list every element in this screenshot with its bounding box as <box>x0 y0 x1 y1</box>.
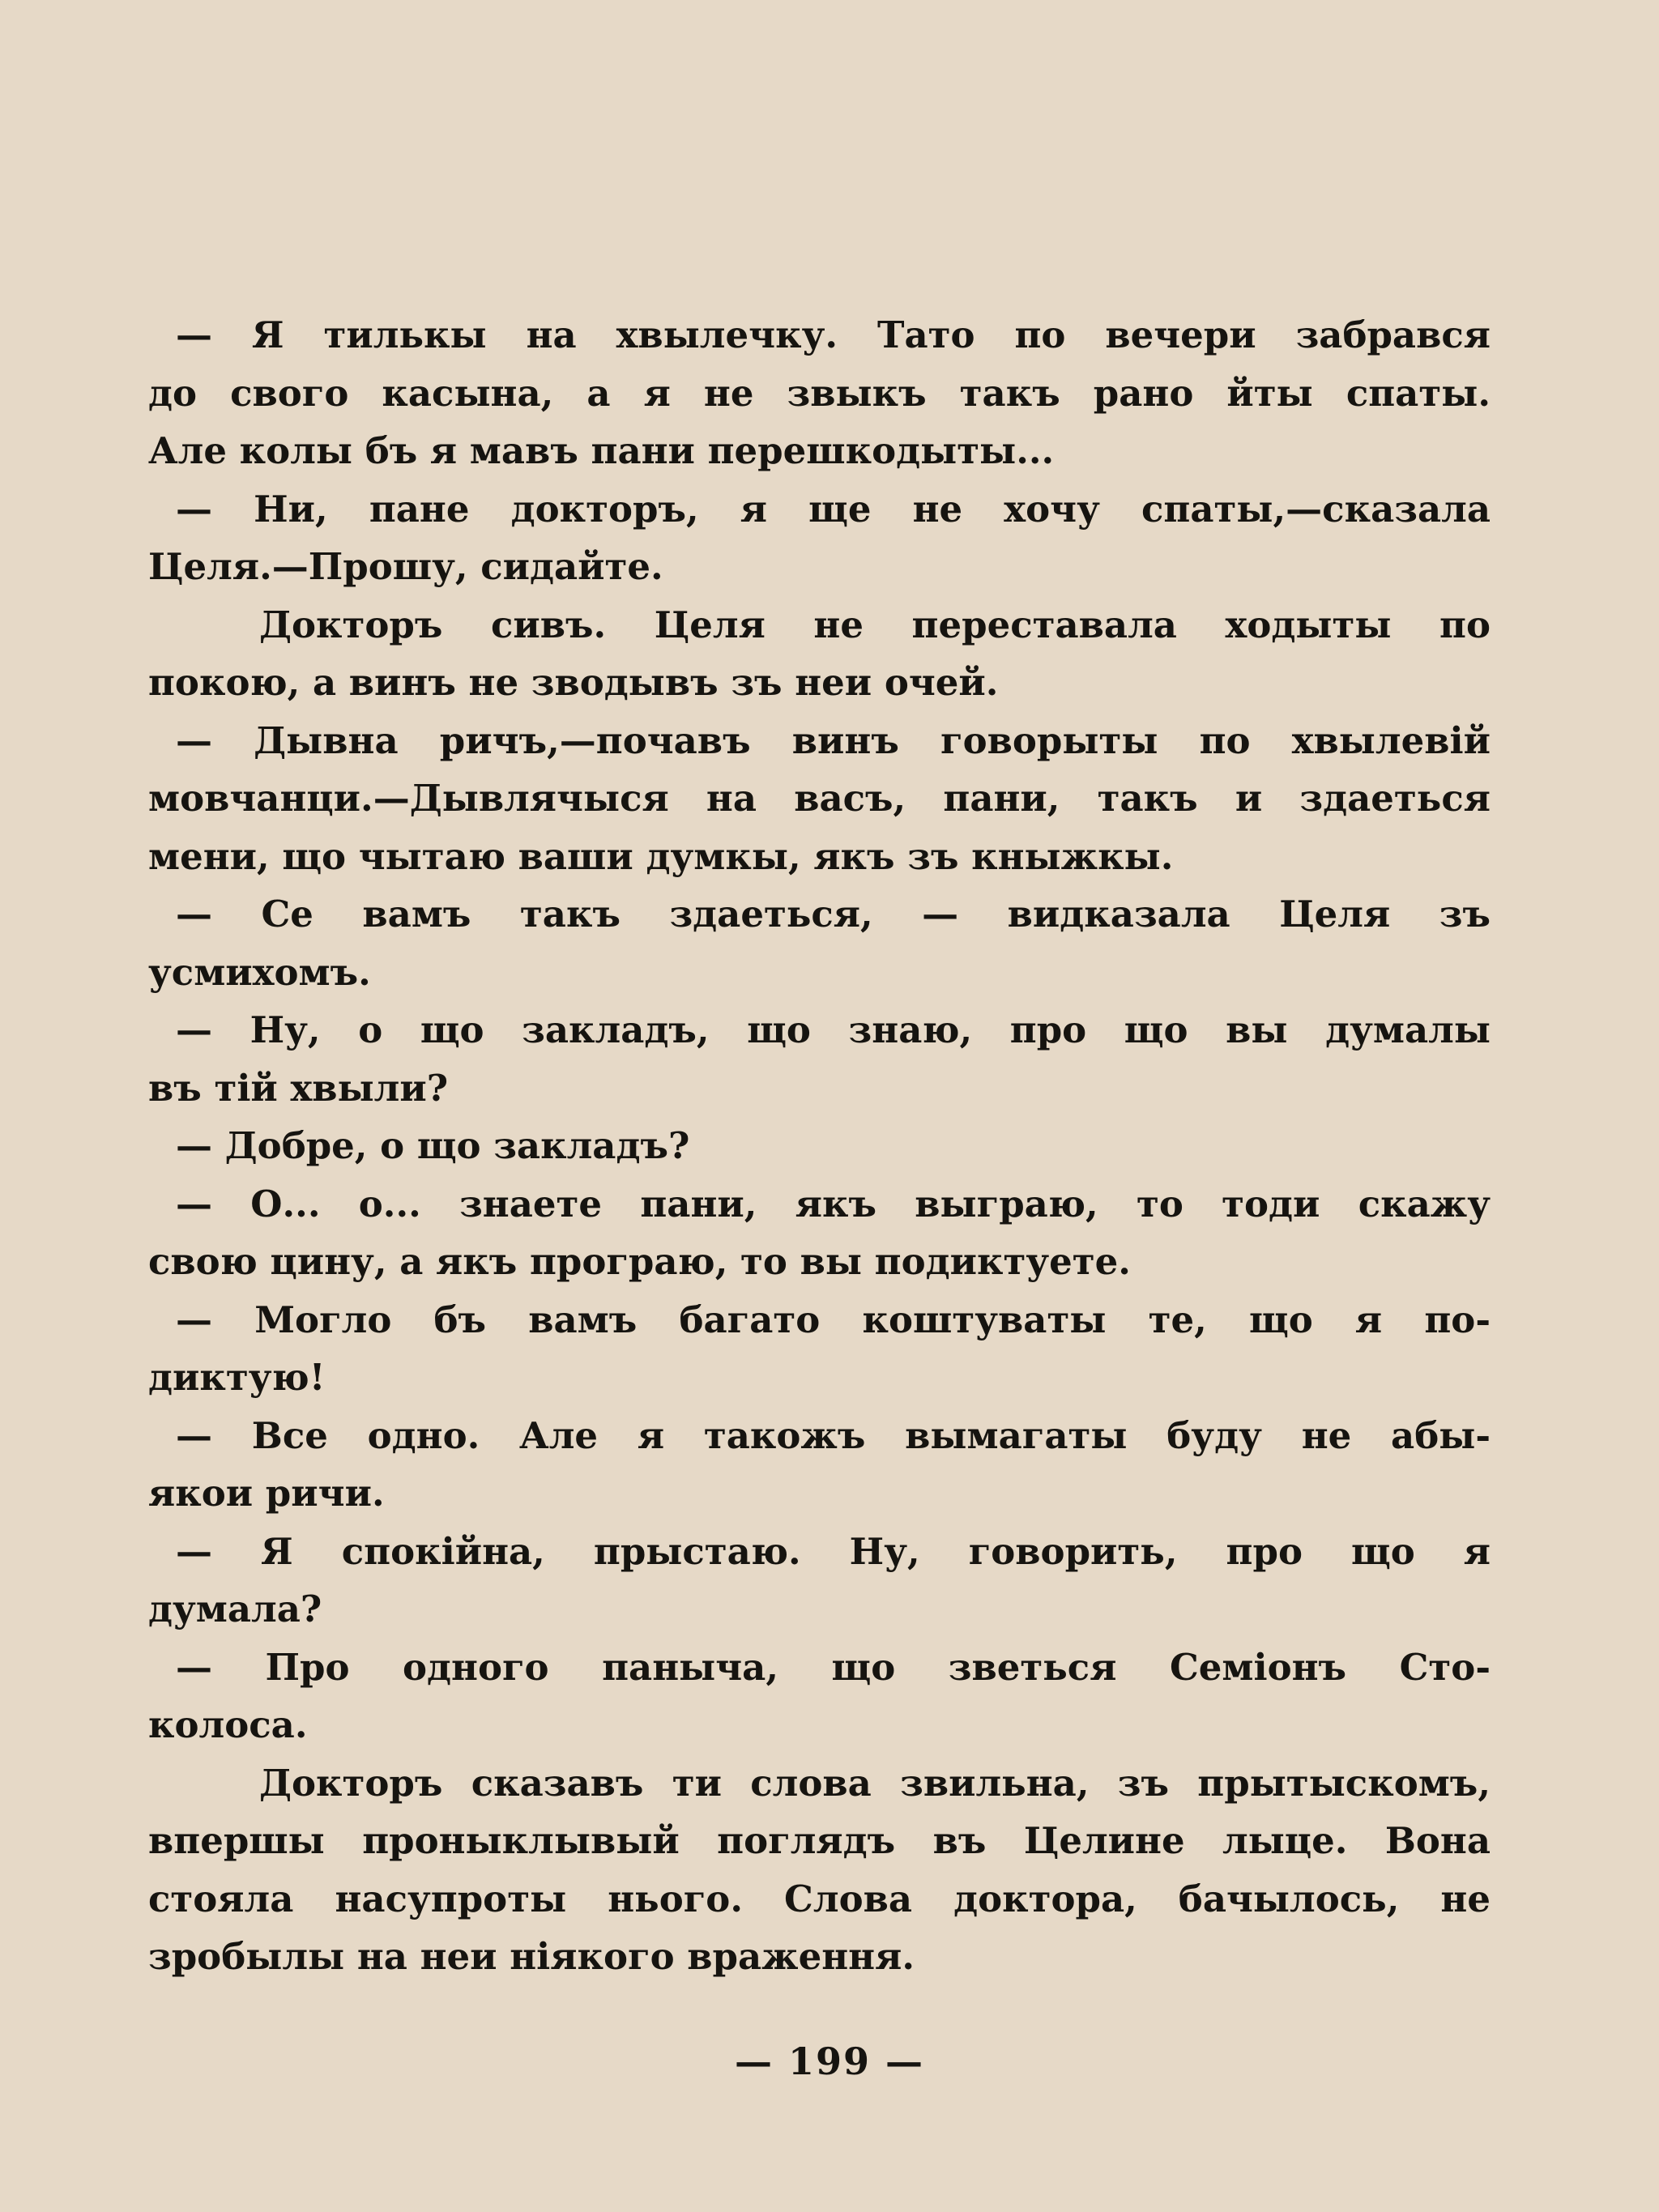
text-line: — Ни, пане докторъ, я ще не хочу спаты,—сказала <box>176 487 1491 531</box>
text-line: — Все одно. Але я такожъ вымагаты буду не абы- <box>176 1413 1491 1457</box>
text-line: — Могло бъ вамъ багато коштуваты те, що я по- <box>176 1298 1491 1341</box>
text-line: — Я спокійна, прыстаю. Ну, говорить, про що я <box>176 1529 1491 1573</box>
text-line: Але колы бъ я мавъ пани перешкодыты... <box>148 429 1055 472</box>
text-line: мени, що чытаю ваши думкы, якъ зъ кныжкы. <box>148 834 1174 878</box>
text-line: до свого касына, а я не звыкъ такъ рано йты спаты. <box>148 371 1491 415</box>
text-line: — О... о... знаете пани, якъ выграю, то тоди скажу <box>176 1182 1491 1225</box>
text-line: — Се вамъ такъ здаеться, — видказала Целя зъ <box>176 893 1491 936</box>
page-number: — 199 — <box>734 2039 925 2083</box>
text-line: — Дывна ричъ,—почавъ винъ говорыты по хвылевій <box>176 718 1491 762</box>
text-line: въ тій хвыли? <box>148 1066 449 1110</box>
text-line: Докторъ сказавъ ти слова звильна, зъ прытыскомъ, <box>259 1761 1491 1805</box>
text-line: колоса. <box>148 1703 308 1746</box>
text-line: диктую! <box>148 1356 326 1399</box>
text-line: Докторъ сивъ. Целя не переставала ходыты по <box>259 603 1491 646</box>
text-line: зробылы на неи ніякого враження. <box>148 1935 915 1978</box>
text-line: Целя.—Прошу, сидайте. <box>148 545 663 588</box>
text-line: свою цину, а якъ програю, то вы подиктуете. <box>148 1240 1131 1283</box>
text-line: — Ну, о що закладъ, що знаю, про що вы думалы <box>176 1008 1491 1051</box>
body-text <box>148 306 1491 1986</box>
text-line: впершы проныклывый поглядъ въ Целине лыце. Вона <box>148 1819 1491 1862</box>
text-line: стояла насупроты нього. Слова доктора, бачылось, не <box>148 1877 1491 1920</box>
text-line: усмихомъ. <box>148 950 371 994</box>
text-line: покою, а винъ не зводывъ зъ неи очей. <box>148 661 999 704</box>
text-line: — Я тилькы на хвылечку. Тато по вечери забрався <box>176 313 1491 356</box>
text-line: — Добре, о що закладъ? <box>176 1124 690 1167</box>
text-line: якои ричи. <box>148 1472 385 1515</box>
text-line: думала? <box>148 1588 322 1630</box>
text-line: — Про одного паныча, що зветься Семіонъ Сто- <box>176 1645 1491 1689</box>
text-line: мовчанци.—Дывлячыся на васъ, пани, такъ и здаеться <box>148 777 1491 820</box>
